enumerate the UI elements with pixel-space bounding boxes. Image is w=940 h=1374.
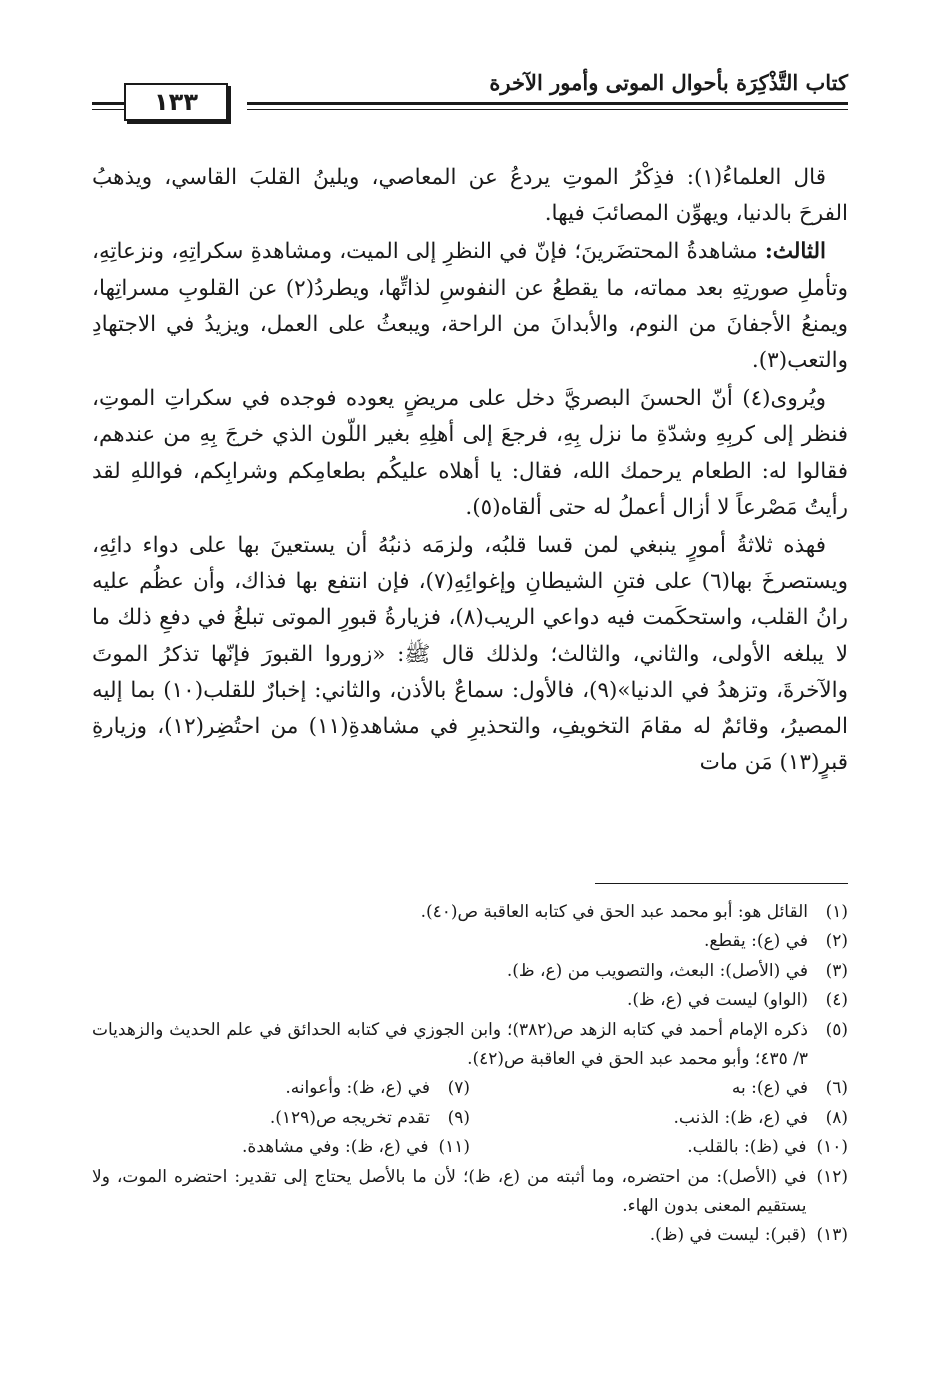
footnote-text: في (الأصل): البعث، والتصويب من (ع، ظ). bbox=[506, 960, 808, 981]
paragraph bbox=[92, 528, 848, 781]
paragraph-text: فهذه ثلاثةُ أمورٍ ينبغي لمن قسا قلبُه، ولزمَه ذنبُهُ أن يستعينَ بها على دواء دائِهِ، ويستصرخَ بها(٦) على فتنِ الشيطانِ وإغوائِهِ(٧)، فإن انتفع بها فذاك، وأن عظُم عليه رانُ القلب، واستحكَمت فيه دواعي الريب(٨)، فزيارةُ قبورِ الموتى تبلغُ في دفعِ ذلك ما لا يبلغه الأولى، والثاني، والثالث؛ ولذلك قال ﷺ: «زوروا القبورَ فإنّها تذكرُ الموتَ والآخرةَ، وتزهدُ في الدنيا»(٩)، فالأول: سماعٌ بالأذن، والثاني: إخبارٌ للقلب(١٠) بما إليه المصيرُ، وقائمٌ له مقامَ التخويفِ، والتحذيرِ في مشاهدةِ(١١) من احتُضِر(١٢)، وزيارةِ قبرٍ(١٣) مَن مات bbox=[92, 533, 848, 776]
footnote-separator bbox=[595, 883, 848, 884]
footnote-pair bbox=[92, 1074, 848, 1103]
footnote-text: ذكره الإمام أحمد في كتابه الزهد ص(٣٨٢)؛ وابن الجوزي في كتابه الحدائق في علم الحديث والزهديات ٣/ ٤٣٥؛ وأبو محمد عبد الحق في العاقبة ص(٤٢). bbox=[92, 1019, 808, 1070]
footnote-number: (١٠) bbox=[816, 1137, 848, 1158]
footnote-text: في (ع): به bbox=[731, 1078, 808, 1099]
footnote bbox=[92, 1016, 848, 1075]
paragraph bbox=[92, 234, 848, 379]
footnote-text: في (ع، ظ): وأعوانه. bbox=[285, 1078, 430, 1099]
footnote bbox=[470, 1074, 848, 1103]
footnote-text: في (ع، ظ): وفي مشاهدة. bbox=[242, 1137, 429, 1158]
footnote-number: (٤) bbox=[825, 990, 848, 1011]
footnote bbox=[92, 1163, 848, 1222]
footnote-number: (١٢) bbox=[816, 1166, 848, 1187]
running-head bbox=[92, 62, 848, 122]
footnote-pair bbox=[92, 1133, 848, 1162]
footnote-number: (١٣) bbox=[816, 1225, 848, 1246]
footnote-text: تقدم تخريجه ص(١٢٩). bbox=[269, 1107, 430, 1128]
footnote bbox=[470, 1133, 848, 1162]
footnote bbox=[92, 898, 848, 927]
footnote bbox=[92, 1221, 848, 1250]
paragraph-lead: الثالث: bbox=[764, 239, 826, 265]
footnote bbox=[92, 957, 848, 986]
book-title: كتاب التَّذْكِرَة بأحوال الموتى وأمور الآخرة bbox=[489, 70, 848, 95]
footnote-text: (الواو) ليست في (ع، ظ). bbox=[627, 990, 808, 1011]
paragraph-text: ويُروى(٤) أنّ الحسنَ البصريَّ دخل على مريضٍ يعوده فوجده في سكراتِ الموتِ، فنظر إلى كربِهِ وشدّةِ ما نزل بِهِ، فرجعَ إلى أهلِهِ بغير اللّون الذي خرجَ بِهِ من عندهم، فقالوا له: الطعام يرحمك الله، فقال: يا أهلاه عليكُم بطعامِكم وشرابِكم، فواللهِ لقد رأيتُ مَصْرعاً لا أزال أعملُ له حتى ألقاه(٥). bbox=[92, 386, 848, 520]
footnote-number: (٨) bbox=[825, 1107, 848, 1128]
footnote-pair bbox=[92, 1104, 848, 1133]
paragraph-text: قال العلماءُ(١): فذِكْرُ الموتِ يردعُ عن المعاصي، ويلينُ القلبَ القاسي، ويذهبُ الفرحَ بالدنيا، ويهوِّن المصائبَ فيها. bbox=[92, 165, 848, 227]
footnote bbox=[92, 1133, 470, 1162]
footnote-number: (١١) bbox=[438, 1137, 470, 1158]
footnote bbox=[470, 1104, 848, 1133]
footnote-number: (٩) bbox=[447, 1107, 470, 1128]
footnote-number: (١) bbox=[825, 902, 848, 922]
footnote bbox=[92, 927, 848, 956]
header-rule-thin bbox=[247, 109, 848, 110]
footnotes bbox=[92, 898, 848, 1251]
footnote-number: (٥) bbox=[825, 1019, 848, 1040]
footnote-number: (٢) bbox=[825, 931, 848, 952]
footnote-text: القائل هو: أبو محمد عبد الحق في كتابه العاقبة ص(٤٠). bbox=[420, 902, 808, 922]
footnote-number: (٣) bbox=[825, 960, 848, 981]
footnote bbox=[92, 1104, 470, 1133]
header-rule bbox=[247, 102, 848, 105]
main-text bbox=[92, 160, 848, 783]
footnote-text: في (ظ): بالقلب. bbox=[687, 1137, 807, 1158]
footnote bbox=[92, 1074, 470, 1103]
paragraph bbox=[92, 160, 848, 232]
footnote-text: في (ع، ظ): الذنب. bbox=[673, 1107, 808, 1128]
footnote-number: (٧) bbox=[447, 1078, 470, 1099]
paragraph-text: مشاهدةُ المحتضَرينَ؛ فإنّ في النظرِ إلى الميت، ومشاهدةِ سكراتِهِ، ونزعاتِهِ، وتأملِ صورتِهِ بعد مماته، ما يقطعُ عن النفوسِ لذاتِّها، ويطردُ(٢) عن القلوبِ مسراتِها، ويمنعُ الأجفانَ من النوم، والأبدانَ من الراحة، ويبعثُ على العمل، ويزيدُ في الاجتهادِ والتعب(٣). bbox=[92, 239, 848, 374]
header-rule-left-thin bbox=[92, 109, 124, 110]
header-rule-left bbox=[92, 102, 124, 105]
footnote-number: (٦) bbox=[825, 1078, 848, 1099]
footnote-text: في (الأصل): من احتضره، وما أثبته من (ع، ظ)؛ لأن ما بالأصل يحتاج إلى تقدير: احتضره الموت، ولا يستقيم المعنى بدون الهاء. bbox=[92, 1166, 807, 1217]
footnote-text: (قبر): ليست في (ظ). bbox=[649, 1225, 807, 1246]
page-number: ١٣٣ bbox=[124, 83, 228, 121]
paragraph bbox=[92, 381, 848, 526]
footnote-text: في (ع): يقطع. bbox=[704, 931, 808, 952]
footnote bbox=[92, 986, 848, 1015]
